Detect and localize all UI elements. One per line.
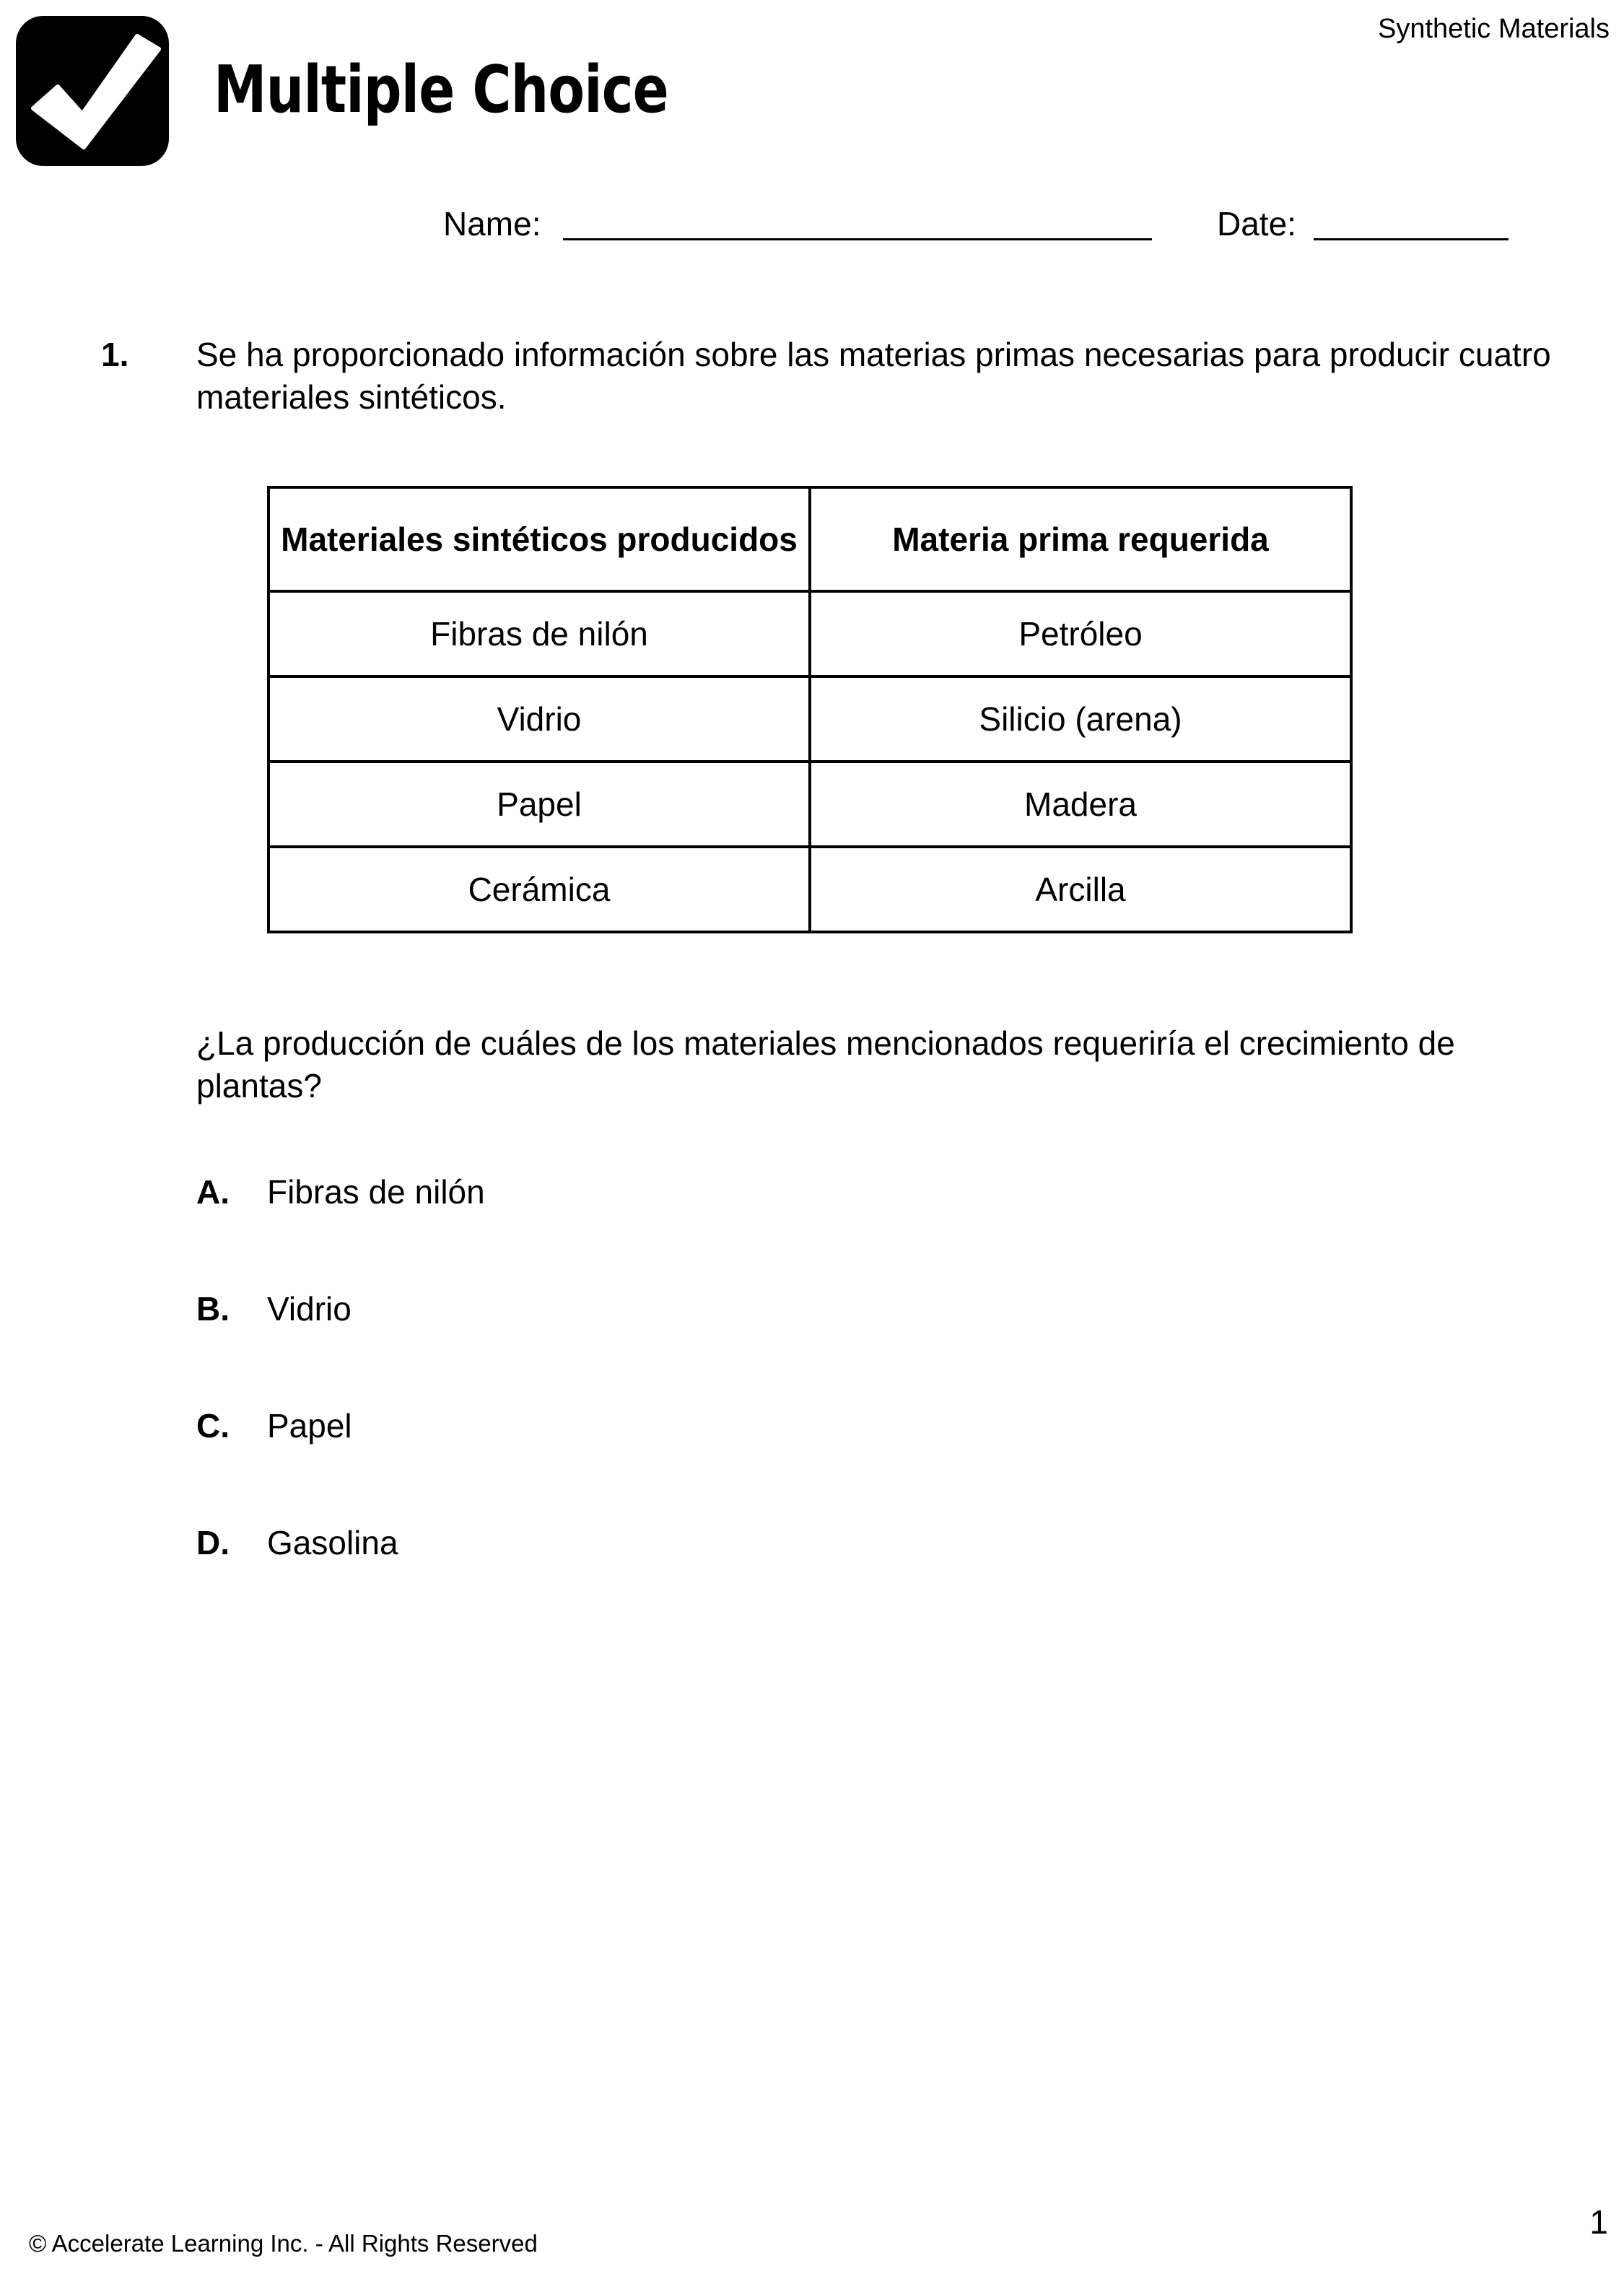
answer-option-b[interactable] (196, 1288, 352, 1330)
name-label: Name: (443, 205, 541, 243)
table-cell: Arcilla (810, 847, 1351, 932)
question-intro: Se ha proporcionado información sobre las materias primas necesarias para producir cuatro materiales sintéticos. (196, 336, 1551, 416)
answer-option-a[interactable] (196, 1171, 485, 1213)
table-cell: Cerámica (269, 847, 810, 932)
table-cell: Papel (269, 762, 810, 847)
option-letter: D. (196, 1524, 230, 1561)
name-field[interactable] (563, 238, 1152, 240)
date-field[interactable] (1314, 238, 1509, 240)
answer-option-c[interactable] (196, 1405, 352, 1447)
answer-option-d[interactable] (196, 1522, 398, 1564)
option-letter: C. (196, 1407, 230, 1445)
page-number: 1 (1589, 2203, 1608, 2241)
option-text: Papel (267, 1407, 352, 1445)
option-text: Fibras de nilón (267, 1173, 485, 1211)
date-label: Date: (1217, 205, 1296, 243)
checkmark-icon (16, 16, 169, 166)
copyright-notice: © Accelerate Learning Inc. - All Rights Reserved (29, 2230, 538, 2257)
option-text: Vidrio (267, 1290, 352, 1328)
table-row (269, 676, 1351, 762)
materials-table (267, 486, 1353, 933)
option-letter: A. (196, 1173, 230, 1211)
table-row (269, 762, 1351, 847)
question-prompt: ¿La producción de cuáles de los materiales mencionados requeriría el crecimiento de plantas? (196, 1024, 1455, 1105)
table-cell: Fibras de nilón (269, 591, 810, 676)
subject-label: Synthetic Materials (1377, 14, 1610, 44)
table-header-cell: Materia prima requerida (810, 487, 1351, 591)
table-cell: Silicio (arena) (810, 676, 1351, 762)
option-text: Gasolina (267, 1524, 398, 1561)
table-header-row (269, 487, 1351, 591)
page-title: Multiple Choice (214, 52, 668, 128)
table-cell: Vidrio (269, 676, 810, 762)
table-row (269, 847, 1351, 932)
question-number: 1. (101, 336, 129, 373)
table-cell: Madera (810, 762, 1351, 847)
table-header-cell: Materiales sintéticos producidos (269, 487, 810, 591)
table-cell: Petróleo (810, 591, 1351, 676)
table-row (269, 591, 1351, 676)
option-letter: B. (196, 1290, 230, 1328)
